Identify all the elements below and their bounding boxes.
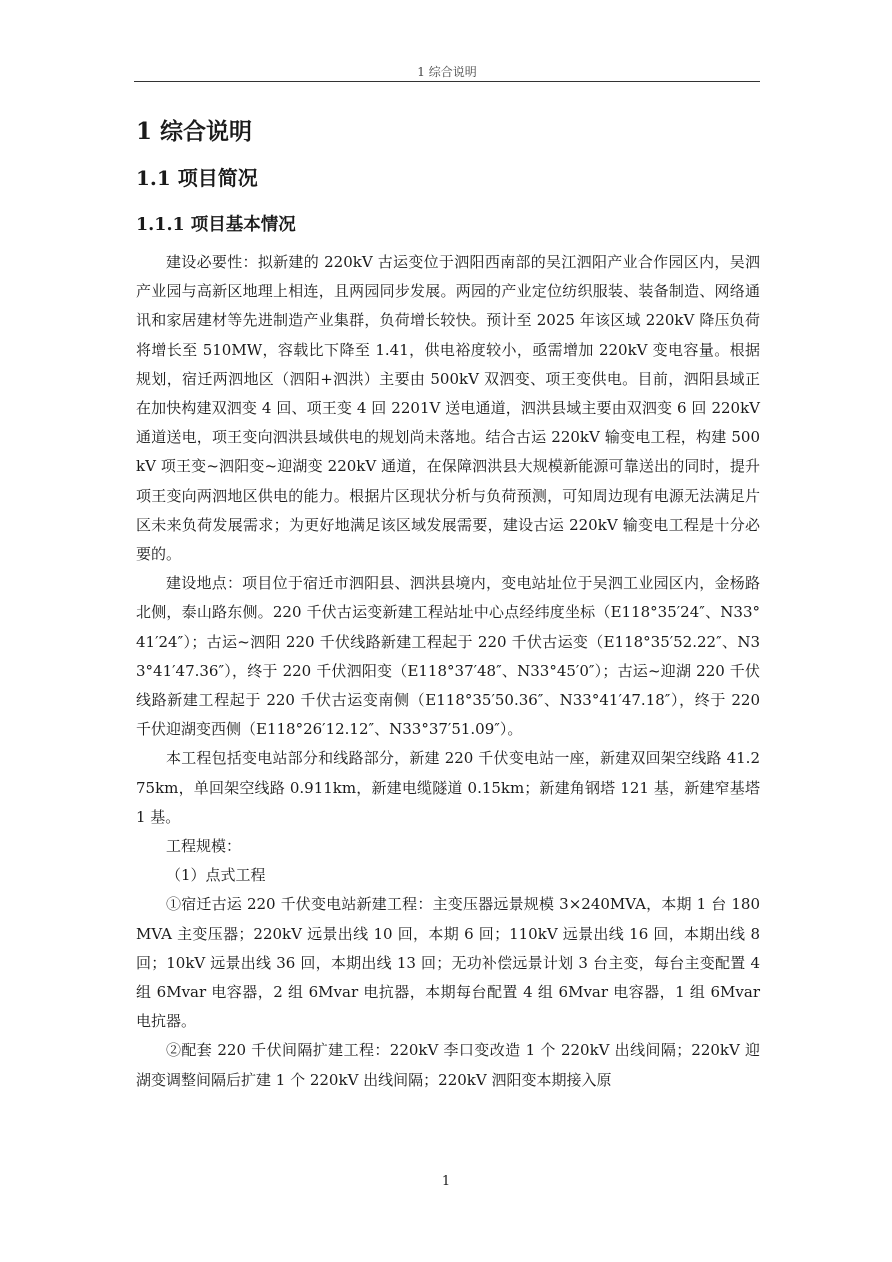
paragraph-substation-new: ①宿迁古运 220 千伏变电站新建工程：主变压器远景规模 3×240MVA，本期 1 台 180MVA 主变压器；220kV 远景出线 10 回，本期 6 回；110kV 远景出线 16 回，本期出线 8 回；10kV 远景出线 36 回，本期出线 13 回；无功补偿远景计划 3 台主变，每台主变配置 4 组 6Mvar 电容器，2 组 6Mvar 电抗器，本期每台配置 4 组 6Mvar 电容器，1 组 6Mvar 电抗器。 bbox=[136, 895, 760, 1031]
section-heading: 1.1 项目简况 bbox=[136, 166, 258, 190]
header-divider bbox=[134, 81, 760, 82]
page-content bbox=[136, 110, 760, 1095]
paragraph-scale-label: 工程规模： bbox=[166, 837, 242, 856]
subsection-heading: 1.1.1 项目基本情况 bbox=[136, 215, 296, 235]
paragraph-location: 建设地点：项目位于宿迁市泗阳县、泗洪县境内，变电站址位于吴泗工业园区内，金杨路北侧，泰山路东侧。220 千伏古运变新建工程站址中心点经纬度坐标（E118°35′24″、N33°41′24″）；古运~泗阳 220 千伏线路新建工程起于 220 千伏古运变（E118°35′52.22″、N33°41′47.36″），终于 220 千伏泗阳变（E118°37′48″、N33°45′0″）；古运~迎湖 220 千伏线路新建工程起于 220 千伏古运变南侧（E118°35′50.36″、N33°41′47.18″），终于 220 千伏迎湖变西侧（E118°26′12.12″、N33°37′51.09″）。 bbox=[136, 574, 760, 739]
chapter-heading: 1 综合说明 bbox=[136, 118, 253, 145]
page-number: 1 bbox=[441, 1174, 451, 1189]
paragraph-bay-expansion: ②配套 220 千伏间隔扩建工程：220kV 李口变改造 1 个 220kV 出线间隔；220kV 迎湖变调整间隔后扩建 1 个 220kV 出线间隔；220kV 泗阳变本期接入原 bbox=[136, 1041, 760, 1089]
paragraph-scope: 本工程包括变电站部分和线路部分，新建 220 千伏变电站一座，新建双回架空线路 41.275km，单回架空线路 0.911km，新建电缆隧道 0.15km；新建角钢塔 121 基，新建窄基塔 1 基。 bbox=[136, 749, 760, 826]
running-header: 1 综合说明 bbox=[417, 65, 477, 79]
paragraph-necessity: 建设必要性：拟新建的 220kV 古运变位于泗阳西南部的吴江泗阳产业合作园区内，吴泗产业园与高新区地理上相连，且两园同步发展。两园的产业定位纺织服装、装备制造、网络通讯和家居建材等先进制造产业集群，负荷增长较快。预计至 2025 年该区域 220kV 降压负荷将增长至 510MW，容载比下降至 1.41，供电裕度较小，亟需增加 220kV 变电容量。根据规划，宿迁两泗地区（泗阳+泗洪）主要由 500kV 双泗变、项王变供电。目前，泗阳县域正在加快构建双泗变 4 回、项王变 4 回 2201V 送电通道，泗洪县域主要由双泗变 6 回 220kV 通道送电，项王变向泗洪县域供电的规划尚未落地。结合古运 220kV 输变电工程，构建 500kV 项王变~泗阳变~迎湖变 220kV 通道，在保障泗洪县大规模新能源可靠送出的同时，提升项王变向两泗地区供电的能力。根据片区现状分析与负荷预测，可知周边现有电源无法满足片区未来负荷发展需求；为更好地满足该区域发展需要，建设古运 220kV 输变电工程是十分必要的。 bbox=[136, 253, 760, 564]
paragraph-point-works: （1）点式工程 bbox=[166, 866, 266, 885]
